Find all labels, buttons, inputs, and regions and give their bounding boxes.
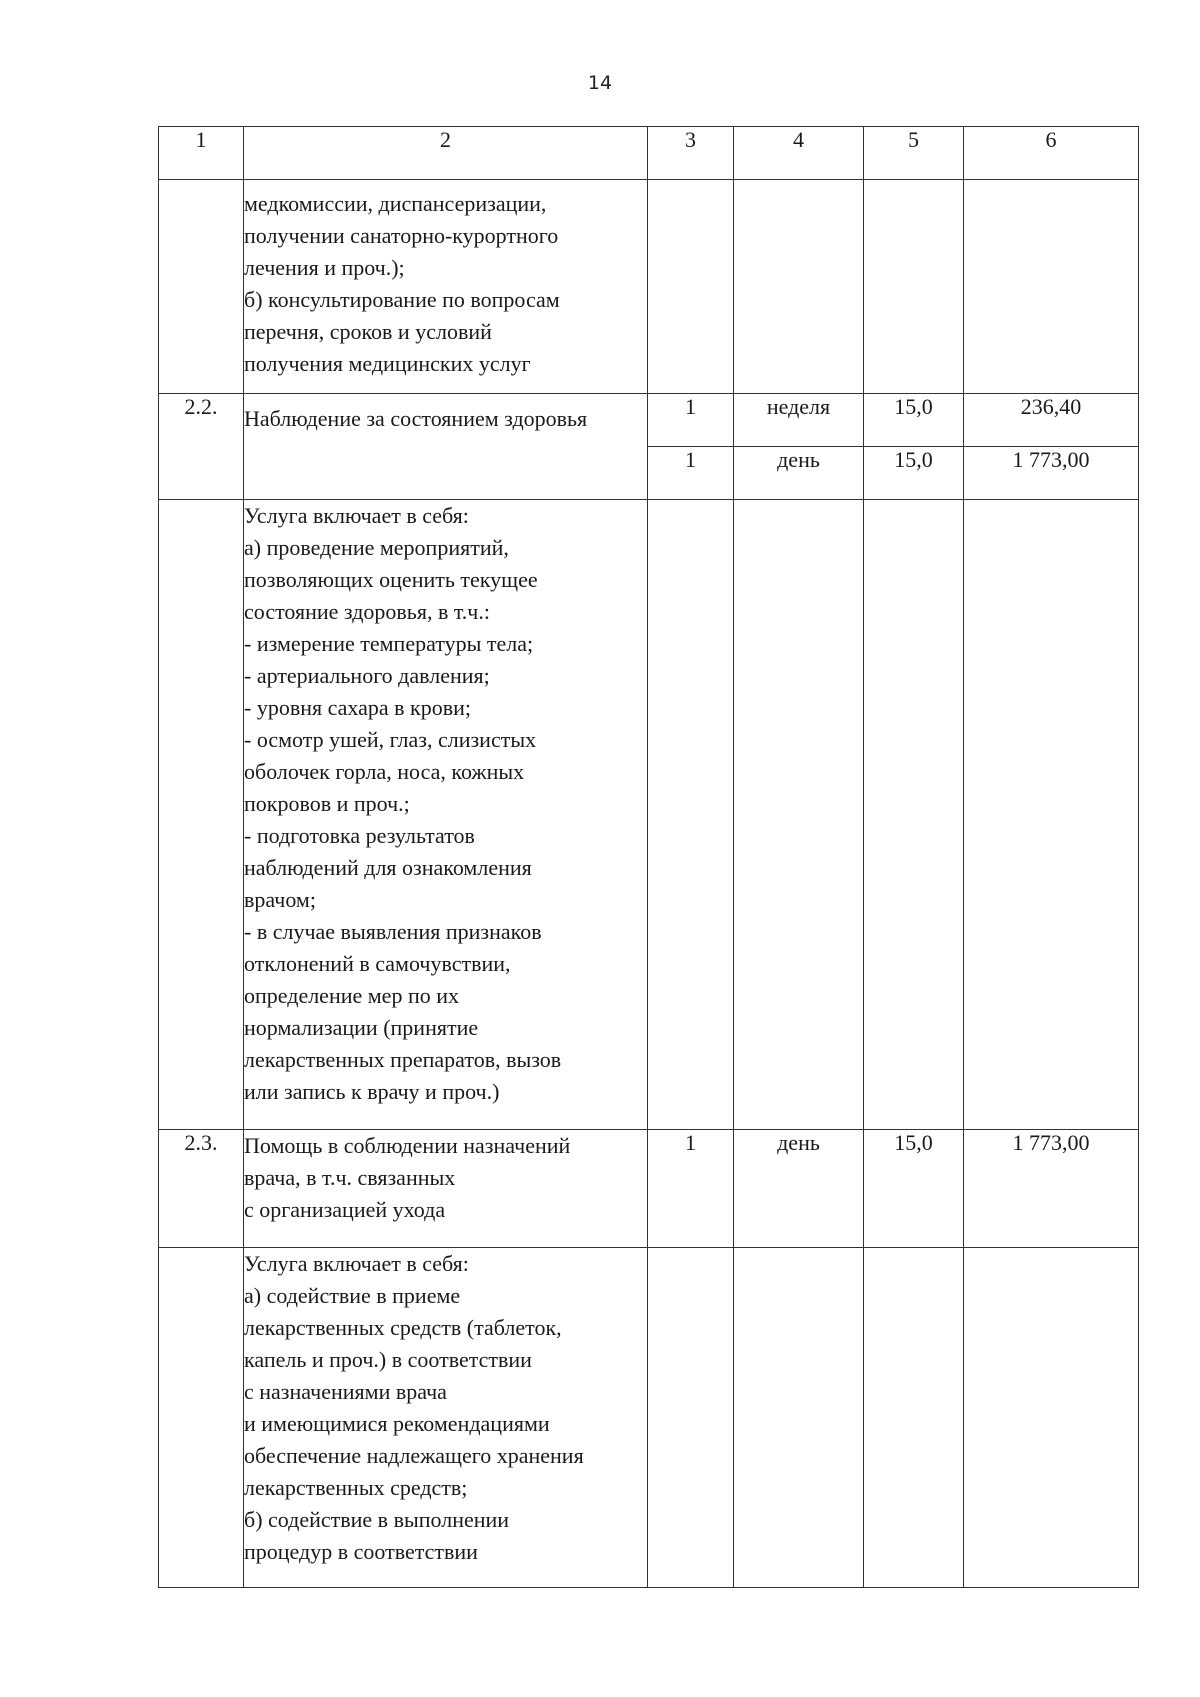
header-row (159, 127, 1139, 180)
text-line: наблюдений для ознакомления (244, 855, 532, 880)
header-col-1: 1 (159, 127, 244, 180)
text-line: оболочек горла, носа, кожных (244, 759, 525, 784)
text-line: позволяющих оценить текущее (244, 567, 538, 592)
description-cell (244, 1248, 648, 1588)
text-line: процедур в соответствии (244, 1539, 478, 1564)
text-line: нормализации (принятие (244, 1015, 479, 1040)
text-line: определение мер по их (244, 983, 459, 1008)
unit-cell (734, 180, 864, 394)
price-cell: 1 773,00 (964, 447, 1139, 500)
description-cell: Наблюдение за состоянием здоровья (244, 394, 648, 500)
header-col-5: 5 (864, 127, 964, 180)
unit-cell (734, 500, 864, 1130)
text-line: получении санаторно-курортного (244, 223, 559, 248)
time-cell: 15,0 (864, 1130, 964, 1248)
header-col-6: 6 (964, 127, 1139, 180)
time-cell (864, 500, 964, 1130)
description-cell (244, 500, 648, 1130)
text-line: обеспечение надлежащего хранения (244, 1443, 584, 1468)
text-line: б) содействие в выполнении (244, 1507, 510, 1532)
text-line: с организацией ухода (244, 1197, 446, 1222)
qty-cell (648, 1248, 734, 1588)
header-col-4: 4 (734, 127, 864, 180)
price-cell: 236,40 (964, 394, 1139, 447)
text-line: врачом; (244, 887, 316, 912)
table-row (159, 180, 1139, 394)
qty-cell (648, 180, 734, 394)
text-line: - подготовка результатов (244, 823, 475, 848)
table-row (159, 394, 1139, 447)
description-cell (244, 180, 648, 394)
text-line: врача, в т.ч. связанных (244, 1165, 456, 1190)
text-line: перечня, сроков и условий (244, 319, 492, 344)
text-line: состояние здоровья, в т.ч.: (244, 599, 490, 624)
text-line: - в случае выявления признаков (244, 919, 542, 944)
time-cell: 15,0 (864, 394, 964, 447)
price-cell (964, 1248, 1139, 1588)
text-line: - измерение температуры тела; (244, 631, 534, 656)
page-number: 14 (587, 72, 613, 94)
text-line: получения медицинских услуг (244, 351, 531, 376)
text-line: или запись к врачу и проч.) (244, 1079, 500, 1104)
num-cell (159, 1248, 244, 1588)
time-cell: 15,0 (864, 447, 964, 500)
text-line: Услуга включает в себя: (244, 503, 469, 528)
header-col-3: 3 (648, 127, 734, 180)
table-row (159, 500, 1139, 1130)
text-line: - артериального давления; (244, 663, 490, 688)
text-line: лекарственных средств; (244, 1475, 468, 1500)
unit-cell (734, 1248, 864, 1588)
header-col-2: 2 (244, 127, 648, 180)
table-row (159, 1130, 1139, 1248)
unit-cell: день (734, 1130, 864, 1248)
text-line: а) проведение мероприятий, (244, 535, 509, 560)
text-line: б) консультирование по вопросам (244, 287, 560, 312)
qty-cell: 1 (648, 394, 734, 447)
time-cell (864, 180, 964, 394)
qty-cell: 1 (648, 447, 734, 500)
description-cell (244, 1130, 648, 1248)
num-cell: 2.2. (159, 394, 244, 500)
price-cell (964, 180, 1139, 394)
text-line: капель и проч.) в соответствии (244, 1347, 532, 1372)
num-cell (159, 180, 244, 394)
text-line: медкомиссии, диспансеризации, (244, 191, 547, 216)
price-cell (964, 500, 1139, 1130)
text-line: Помощь в соблюдении назначений (244, 1133, 571, 1158)
text-line: а) содействие в приеме (244, 1283, 461, 1308)
unit-cell: день (734, 447, 864, 500)
qty-cell (648, 500, 734, 1130)
num-cell: 2.3. (159, 1130, 244, 1248)
table-row (159, 1248, 1139, 1588)
text-line: - осмотр ушей, глаз, слизистых (244, 727, 537, 752)
services-table (158, 126, 1139, 1588)
price-cell: 1 773,00 (964, 1130, 1139, 1248)
text-line: лекарственных средств (таблеток, (244, 1315, 562, 1340)
text-line: лечения и проч.); (244, 255, 405, 280)
text-line: и имеющимися рекомендациями (244, 1411, 550, 1436)
text-line: лекарственных препаратов, вызов (244, 1047, 562, 1072)
text-line: отклонений в самочувствии, (244, 951, 511, 976)
text-line: покровов и проч.; (244, 791, 410, 816)
text-line: - уровня сахара в крови; (244, 695, 471, 720)
num-cell (159, 500, 244, 1130)
text-line: с назначениями врача (244, 1379, 447, 1404)
unit-cell: неделя (734, 394, 864, 447)
qty-cell: 1 (648, 1130, 734, 1248)
text-line: Услуга включает в себя: (244, 1251, 469, 1276)
time-cell (864, 1248, 964, 1588)
